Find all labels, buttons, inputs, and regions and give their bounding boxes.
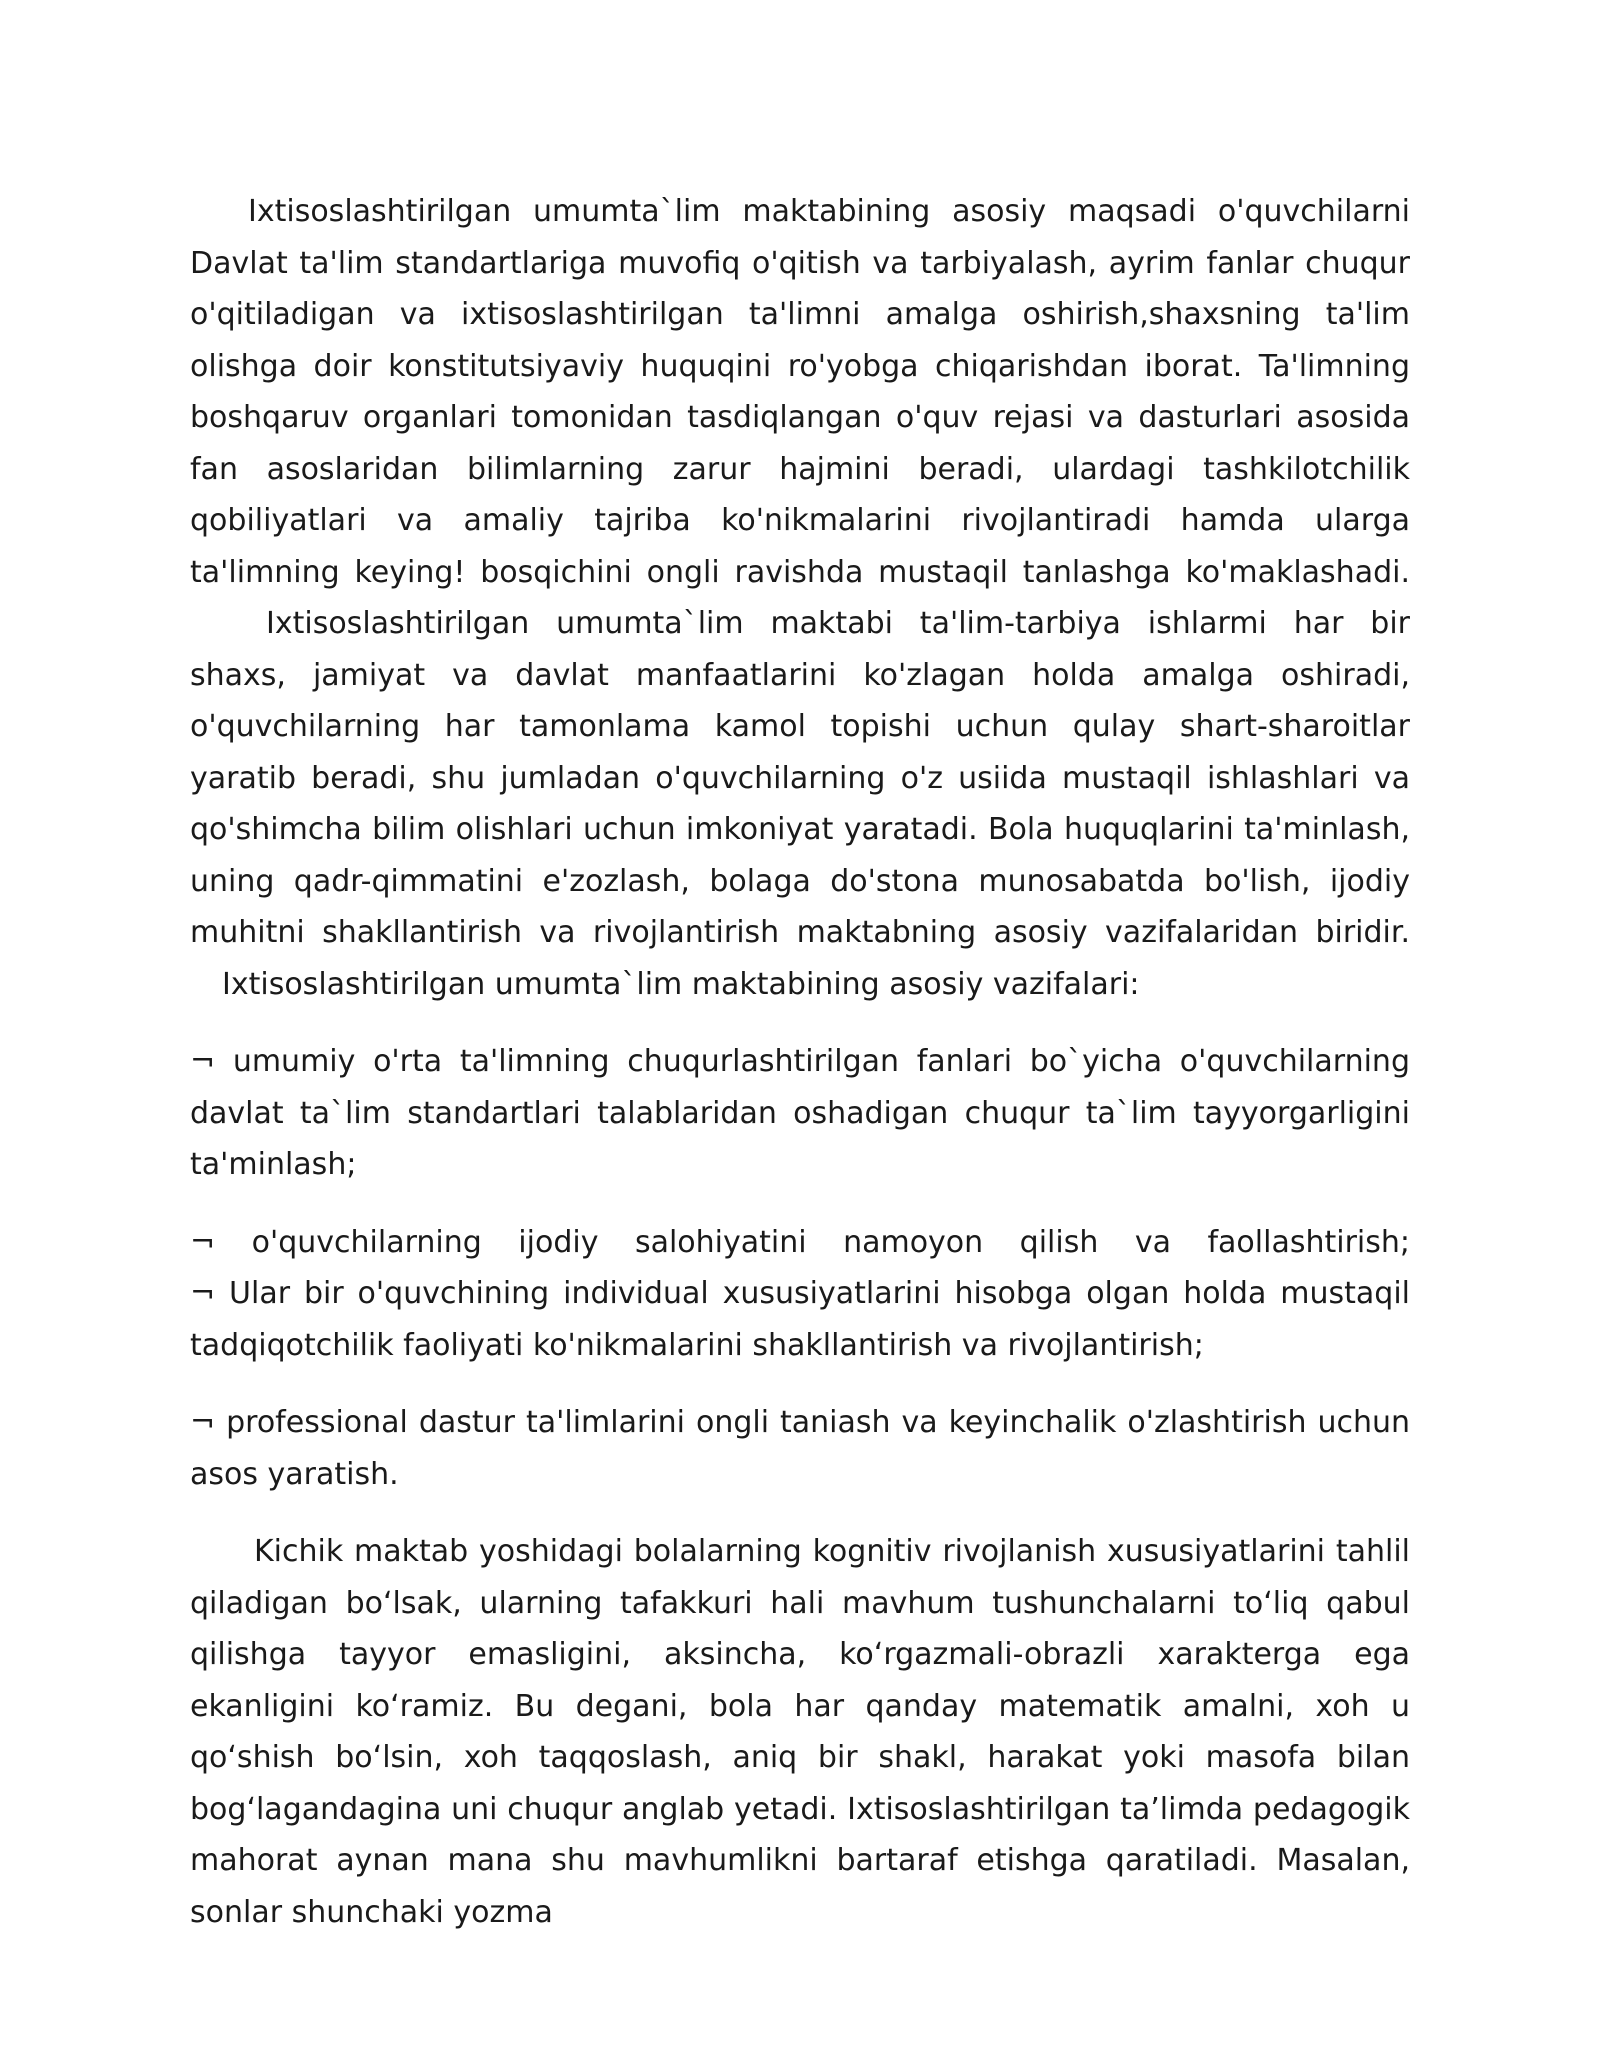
document-body <box>190 186 1410 1938</box>
list-item-task-4: ¬ professional dastur ta'limlarini ongli taniash va keyinchalik o'zlashtirish uchun asos yaratish. <box>190 1405 1410 1492</box>
list-item-task-1: ¬ umumiy o'rta ta'limning chuqurlashtirilgan fanlari bo`yicha o'quvchilarning davlat ta`lim standartlari talablaridan oshadigan chuqur ta`lim tayyorgarligini ta'minlash; <box>190 1044 1410 1182</box>
paragraph-tasks-heading: Ixtisoslashtirilgan umumta`lim maktabining asosiy vazifalari: <box>222 966 1140 1002</box>
paragraph-school-activities: Ixtisoslashtirilgan umumta`lim maktabi ta'lim-tarbiya ishlarmi har bir shaxs, jamiyat va davlat manfaatlarini ko'zlagan holda amalga oshiradi, o'quvchilarning har tamonlama kamol topishi uchun qulay shart-sharoitlar yaratib beradi, shu jumladan o'quvchilarning o'z usiida mustaqil ishlashlari va qo'shimcha bilim olishlari uchun imkoniyat yaratadi. Bola huquqlarini ta'minlash, uning qadr-qimmatini e'zozlash, bolaga do'stona munosabatda bo'lish, ijodiy muhitni shakllantirish va rivojlantirish maktabning asosiy vazifalaridan biridir. <box>190 606 1410 950</box>
paragraph-school-purpose: Ixtisoslashtirilgan umumta`lim maktabining asosiy maqsadi o'quvchilarni Davlat ta'lim standartlariga muvofiq o'qitish va tarbiyalash, ayrim fanlar chuqur o'qitiladigan va ixtisoslashtirilgan ta'limni amalga oshirish,shaxsning ta'lim olishga doir konstitutsiyaviy huquqini ro'yobga chiqarishdan iborat. Ta'limning boshqaruv organlari tomonidan tasdiqlangan o'quv rejasi va dasturlari asosida fan asoslaridan bilimlarning zarur hajmini beradi, ulardagi tashkilotchilik qobiliyatlari va amaliy tajriba ko'nikmalarini rivojlantiradi hamda ularga ta'limning keying! bosqichini ongli ravishda mustaqil tanlashga ko'maklashadi. <box>190 194 1410 590</box>
paragraph-cognitive-development: Kichik maktab yoshidagi bolalarning kognitiv rivojlanish xususiyatlarini tahlil qiladigan boʻlsak, ularning tafakkuri hali mavhum tushunchalarni toʻliq qabul qilishga tayyor emasligini, aksincha, koʻrgazmali-obrazli xarakterga ega ekanligini koʻramiz. Bu degani, bola har qanday matematik amalni, xoh u qoʻshish boʻlsin, xoh taqqoslash, aniq bir shakl, harakat yoki masofa bilan bogʻlagandagina uni chuqur anglab yetadi. Ixtisoslashtirilgan ta’limda pedagogik mahorat aynan mana shu mavhumlikni bartaraf etishga qaratiladi. Masalan, sonlar shunchaki yozma <box>190 1534 1410 1930</box>
list-item-task-3: ¬ Ular bir o'quvchining individual xususiyatlarini hisobga olgan holda mustaqil tadqiqotchilik faoliyati ko'nikmalarini shakllantirish va rivojlantirish; <box>190 1276 1410 1363</box>
list-item-task-2: ¬ o'quvchilarning ijodiy salohiyatini namoyon qilish va faollashtirish; <box>190 1224 1410 1260</box>
